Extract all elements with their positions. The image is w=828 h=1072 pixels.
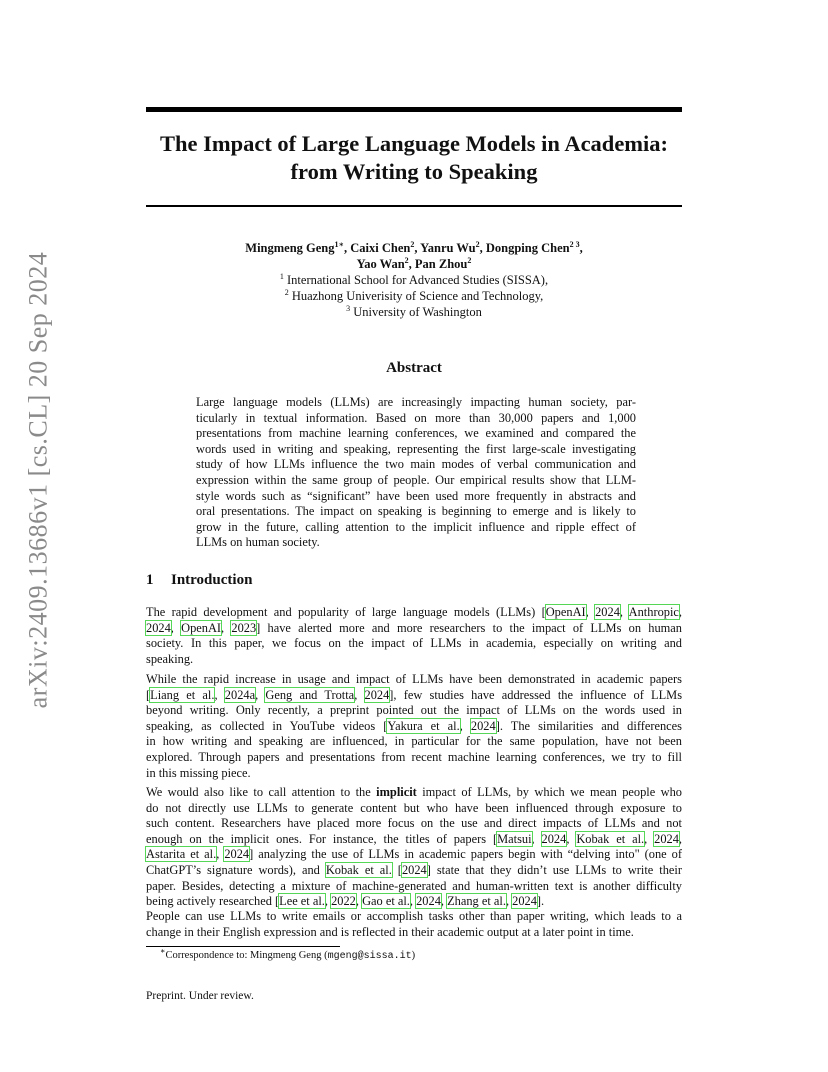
- citation-link[interactable]: 2024: [541, 831, 567, 846]
- abstract-line: expression within the same group of people. Our empirical results show that LLM-: [196, 472, 636, 487]
- author-name: Yanru Wu: [420, 241, 476, 255]
- author-name: Pan Zhou: [414, 257, 468, 271]
- title-line-1: The Impact of Large Language Models in Academia:: [159, 131, 669, 156]
- paragraph-3: We would also like to call attention to the implicit impact of LLMs, by which we mean people who do not directly use LLMs to generate content but who have been influenced through exposure to such content. Researchers have placed more focus on the use and direct impacts of LLMs and not enough on the implicit ones. For instance, the titles of papers [Matsui, 2024, Kobak et al., 2024, Astarita et al., 2024] analyzing the use of LLMs in academic papers begin with “delving into" (one of ChatGPT’s signature words), and Kobak et al. [2024] state that they didn’t use LLMs to write their paper. Besides, detecting a mixture of machine-generated and human-written text is another difficulty being actively researched [Lee et al., 2022, Gao et al., 2024, Zhang et al., 2024].: [146, 785, 683, 909]
- author-affil: 2: [467, 255, 472, 265]
- citation-link[interactable]: Kobak et al.: [325, 862, 392, 877]
- section-heading: [146, 572, 252, 589]
- abstract-line: study of how LLMs influence the two main modes of verbal communication and: [196, 457, 636, 472]
- author-affil: 2: [410, 239, 415, 249]
- citation-link[interactable]: 2024: [364, 687, 390, 702]
- citation-link[interactable]: 2023: [231, 620, 257, 635]
- author-affil: 1∗: [334, 239, 345, 249]
- abstract-line: oral presentations. The impact on speaking is beginning to emerge and is likely to: [196, 504, 636, 519]
- citation-link[interactable]: 2024: [416, 894, 441, 909]
- abstract-line: presentations from machine learning conferences, we examined and compared the: [196, 426, 636, 441]
- paragraph-2: While the rapid increase in usage and impact of LLMs have been demonstrated in academic papers [Liang et al., 2024a, Geng and Trotta, 2024], few studies have addressed the influence of LLMs beyond writing. Only recently, a preprint pointed out the impact of LLMs on the words used in speaking, as collected in YouTube videos [Yakura et al., 2024]. The similarities and differences in how writing and speaking are influenced, in particular for the same population, have not been explored. Through papers and presentations from recent machine learning conferences, we try to fill in this missing piece.: [146, 672, 683, 780]
- citation-link[interactable]: OpenAI: [545, 605, 586, 619]
- abstract-text: [196, 395, 636, 551]
- citation-link[interactable]: Matsui: [497, 831, 532, 846]
- citation-link[interactable]: Anthropic: [628, 605, 679, 619]
- section-title: Introduction: [171, 572, 253, 588]
- title-bottom-rule: [146, 205, 682, 207]
- arxiv-identifier: arXiv:2409.13686v1 [cs.CL] 20 Sep 2024: [23, 251, 52, 709]
- author-line-2: Yao Wan$^2$, Pan Zhou$^2$: [356, 255, 472, 271]
- author-affil: 2: [475, 239, 480, 249]
- citation-link[interactable]: 2024: [470, 718, 496, 733]
- author-affil: 2 3: [569, 239, 580, 249]
- abstract-line: words used in writing and speaking, representing the first large-scale investigating: [196, 441, 636, 456]
- citation-link[interactable]: Geng and Trotta: [265, 687, 355, 702]
- abstract-line: ticularly in textual information. Based on more than 30,000 papers and 1,000: [196, 410, 636, 425]
- citation-link[interactable]: Zhang et al.: [447, 894, 506, 909]
- paragraph-1: The rapid development and popularity of large language models (LLMs) [OpenAI, 2024, Anthropic, 2024, OpenAI, 2023] have alerted more and more researchers to the impact of LLMs on human society. In this paper, we focus on the impact of LLMs in academia, especially on writing and speaking.: [146, 605, 683, 666]
- title-top-rule: [146, 107, 682, 112]
- citation-link[interactable]: Lee et al.: [279, 894, 325, 909]
- affiliation: $^3$ University of Washington: [346, 303, 482, 319]
- section-number: 1: [146, 572, 154, 588]
- author-name: Caixi Chen: [350, 241, 411, 255]
- citation-link[interactable]: Kobak et al.: [576, 831, 645, 846]
- abstract-line: Large language models (LLMs) are increasingly impacting human society, par-: [196, 395, 636, 409]
- footnote: ∗Correspondence to: Mingmeng Geng (mgeng@sissa.it): [160, 946, 416, 962]
- citation-link[interactable]: Gao et al.: [362, 894, 410, 909]
- footnote-rule: [146, 946, 340, 947]
- paragraph-4: People can use LLMs to write emails or accomplish tasks other than paper writing, which leads to a change in their English expression and is reflected in their academic output at a later point in time.: [146, 909, 682, 939]
- author-line-1: Mingmeng Geng$^{1∗}$, Caixi Chen$^2$, Yanru Wu$^2$, Dongping Chen$^{2 3}$,: [245, 239, 583, 255]
- author-name: Dongping Chen: [485, 241, 570, 255]
- citation-link[interactable]: 2024: [401, 862, 427, 877]
- paper-title: [146, 130, 682, 186]
- abstract-line: LLMs on human society.: [196, 535, 320, 550]
- citation-link[interactable]: 2022: [331, 894, 356, 909]
- citation-link[interactable]: 2024a: [224, 687, 256, 702]
- citation-link[interactable]: Yakura et al.: [387, 718, 460, 733]
- affiliation: $^2$ Huazhong Univerisity of Science and Technology,: [284, 287, 544, 303]
- author-affil: 2: [404, 255, 409, 265]
- citation-link[interactable]: OpenAI: [181, 620, 222, 635]
- author-name: Mingmeng Geng: [245, 241, 335, 255]
- citation-link[interactable]: 2024: [512, 894, 537, 909]
- title-line-2: from Writing to Speaking: [290, 159, 538, 184]
- citation-link[interactable]: 2024: [224, 847, 250, 862]
- citation-link[interactable]: 2024: [146, 620, 171, 635]
- email-address: mgeng@sissa.it: [327, 951, 412, 962]
- affiliation: $^1$ International School for Advanced Studies (SISSA),: [279, 271, 549, 287]
- author-block: [146, 240, 682, 320]
- author-name: Yao Wan: [356, 257, 405, 271]
- preprint-note: Preprint. Under review.: [146, 990, 254, 1002]
- citation-link[interactable]: Liang et al.: [150, 687, 215, 702]
- citation-link[interactable]: Astarita et al.: [146, 847, 217, 862]
- arxiv-sidebar: [18, 251, 58, 709]
- citation-link[interactable]: 2024: [595, 605, 620, 619]
- citation-link[interactable]: 2024: [654, 831, 679, 846]
- abstract-line: grow in the future, calling attention to the implicit influence and ripple effect of: [196, 519, 636, 534]
- abstract-line: style words such as “significant” have been used more frequently in abstracts and: [196, 488, 636, 503]
- abstract-heading: Abstract: [386, 360, 442, 376]
